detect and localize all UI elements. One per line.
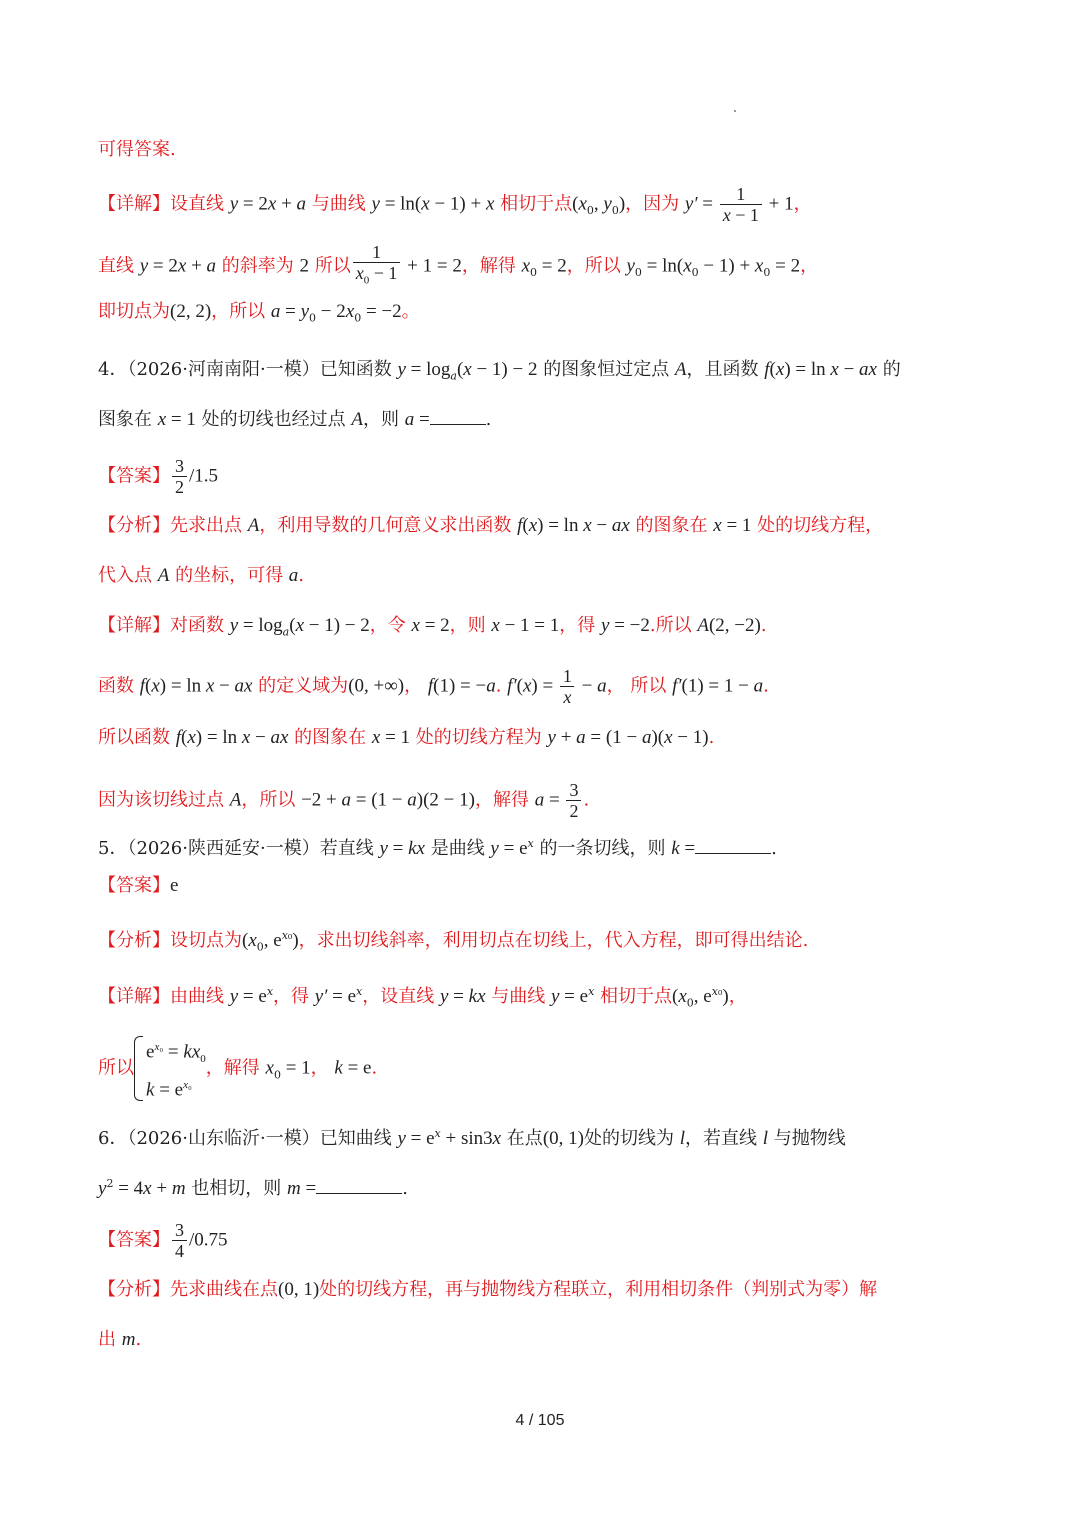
q6-answer: 【答案】 $\frac{3}{4}$ /0.75 [98,1220,228,1261]
q3-detail-2: 直线 y = 2x + a 的斜率为 2 所以 $\frac{1}{x_0 - 1}$ + 1 = 2，解得 $x_0 = 2$，所以 $y_0 = \ln(x_0 - 1) + x_0 = 2$， [98,242,818,291]
q4-detail-4: 因为该切线过点 A，所以 −2 + a = (1 − a)(2 − 1)，解得 a = $\frac{3}{2}$ . [98,780,590,821]
q5-analysis: 【分析】设切点为($x_0$, $e^{x_0}$)，求出切线斜率，利用切点在切线上，代入方程，即可得出结论. [98,929,809,954]
page-number: 4 / 105 [515,1412,565,1429]
q6-stem-1: 6．（2026·山东临沂·一模）已知曲线 $y = e^x + \sin 3x$ 在点(0, 1)处的切线为 l，若直线 l 与抛物线 [98,1127,846,1149]
q5-stem: 5．（2026·陕西延安·一模）若直线 y = kx 是曲线 $y = e^x$ 的一条切线，则 k = . [98,837,777,859]
q4-answer: 【答案】 $\frac{3}{2}$ /1.5 [98,456,219,497]
q5-detail-2: 所以 $e^{x_0} = kx_0$ $k = e^{x_0}$ ，解得 $x_0 = 1$， k = e. [98,1034,377,1103]
q4-analysis-1: 【分析】先求出点 A，利用导数的几何意义求出函数 f(x) = ln x − ax 的图象在 x = 1 处的切线方程， [98,515,884,536]
detail-tag: 【详解】 [98,193,170,215]
q6-analysis-2: 出 m. [98,1329,142,1350]
q3-detail-3: 即切点为(2, 2)，所以 $a = y_0 - 2x_0 = -2$。 [98,301,420,325]
q5-answer: 【答案】e [98,875,179,896]
q4-stem-1: 4．（2026·河南南阳·一模）已知函数 $y = \log_a(x - 1) - 2$ 的图象恒过定点 A，且函数 f(x) = ln x − ax 的 [98,359,901,383]
q6-stem-2: $y^2 = 4x + m$ 也相切，则 m = . [98,1177,408,1199]
q4-detail-3: 所以函数 f(x) = ln x − ax 的图象在 x = 1 处的切线方程为 y + a = (1 − a)(x − 1). [98,727,715,748]
q4-detail-1: 【详解】对函数 $y = \log_a(x - 1) - 2$，令 x = 2，则 x − 1 = 1，得 y = −2.所以 A(2, −2). [98,615,767,639]
q5-detail-1: 【详解】由曲线 $y = e^x$，得 $y' = e^x$，设直线 y = kx 与曲线 $y = e^x$ 相切于点($x_0$, $e^{x_0}$)， [98,985,747,1010]
q4-detail-2: 函数 f(x) = ln x − ax 的定义域为(0, +∞)， f(1) = −a. f′(x) = $\frac{1}{x}$ − a， 所以 f′(1) = 1 − a. [98,666,769,707]
q3-detail-1: 【详解】设直线 y = 2x + a 与曲线 y = ln(x − 1) + x 相切于点($x_0$, $y_0$)，因为 y′ = $\frac{1}{x - 1}$ + 1， [98,184,812,225]
q4-analysis-2: 代入点 A 的坐标，可得 a. [98,565,305,586]
q6-analysis-1: 【分析】先求曲线在点(0, 1)处的切线方程，再与抛物线方程联立，利用相切条件（判别式为零）解 [98,1279,878,1300]
speck [734,110,736,112]
q4-stem-2: 图象在 x = 1 处的切线也经过点 A，则 a = . [98,409,492,430]
q3-conclusion: 可得答案. [98,139,176,160]
